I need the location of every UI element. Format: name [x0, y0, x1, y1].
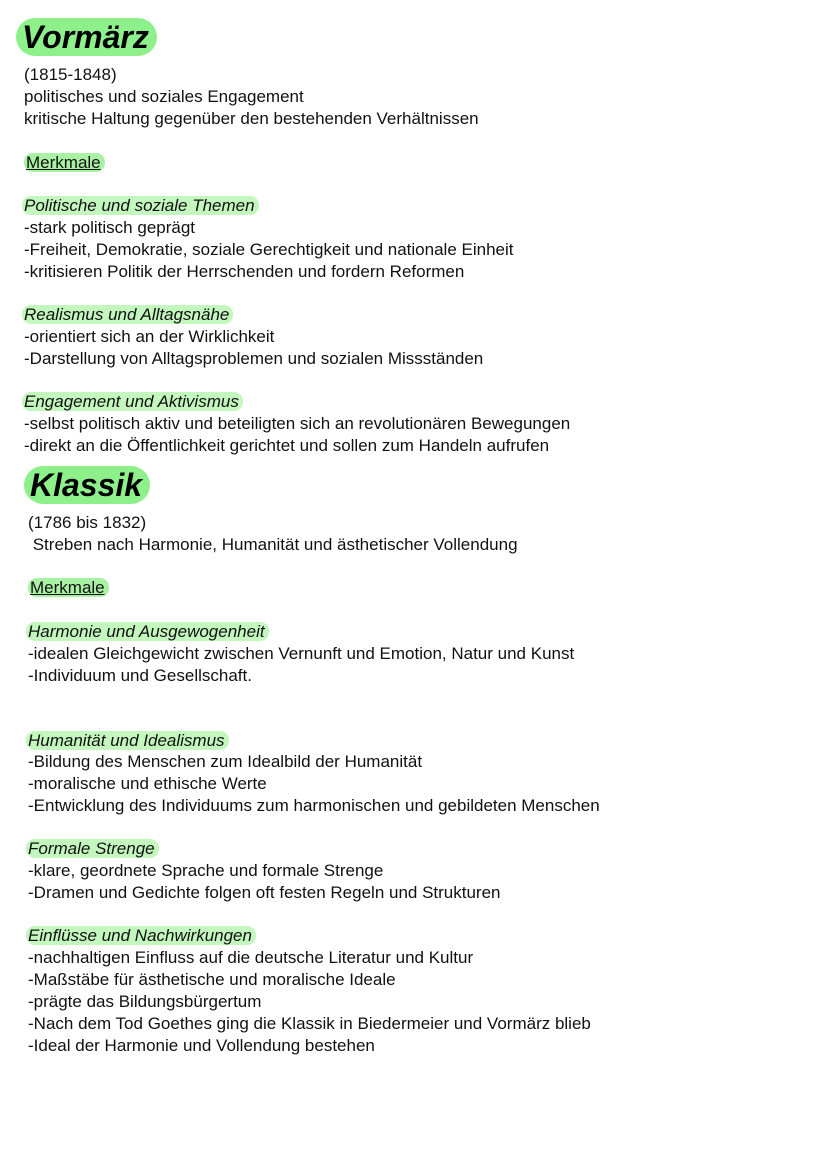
section-heading: Realismus und Alltagsnähe	[22, 305, 233, 324]
section-heading: Harmonie und Ausgewogenheit	[26, 622, 269, 641]
klassik-features-label: Merkmale	[28, 578, 109, 597]
vormaerz-intro-line: kritische Haltung gegenüber den bestehenden Verhältnissen	[24, 109, 479, 128]
list-item: -Darstellung von Alltagsproblemen und sozialen Missständen	[24, 349, 484, 368]
list-item: -Ideal der Harmonie und Vollendung bestehen	[28, 1036, 375, 1055]
klassik-period: (1786 bis 1832)	[28, 513, 147, 532]
klassik-intro-line: Streben nach Harmonie, Humanität und ästhetischer Vollendung	[28, 535, 518, 554]
list-item: -nachhaltigen Einfluss auf die deutsche Literatur und Kultur	[28, 948, 474, 967]
section-heading: Einflüsse und Nachwirkungen	[26, 926, 256, 945]
list-item: -Individuum und Gesellschaft.	[28, 666, 252, 685]
list-item: -moralische und ethische Werte	[28, 774, 267, 793]
list-item: -Entwicklung des Individuums zum harmonischen und gebildeten Menschen	[28, 796, 600, 815]
list-item: -prägte das Bildungsbürgertum	[28, 992, 262, 1011]
list-item: -kritisieren Politik der Herrschenden und fordern Reformen	[24, 262, 465, 281]
vormaerz-intro-line: politisches und soziales Engagement	[24, 87, 304, 106]
vormaerz-title: Vormärz	[16, 18, 157, 56]
vormaerz-period: (1815-1848)	[24, 65, 117, 84]
section-heading: Formale Strenge	[26, 839, 159, 858]
section-heading: Engagement und Aktivismus	[22, 392, 243, 411]
section-heading: Politische und soziale Themen	[22, 196, 259, 215]
list-item: -idealen Gleichgewicht zwischen Vernunft und Emotion, Natur und Kunst	[28, 644, 575, 663]
section-heading: Humanität und Idealismus	[26, 731, 229, 750]
klassik-title: Klassik	[24, 466, 150, 504]
list-item: -selbst politisch aktiv und beteiligten sich an revolutionären Bewegungen	[24, 414, 571, 433]
vormaerz-features-label: Merkmale	[24, 153, 105, 172]
list-item: -Maßstäbe für ästhetische und moralische Ideale	[28, 970, 396, 989]
list-item: -Bildung des Menschen zum Idealbild der Humanität	[28, 752, 423, 771]
list-item: -direkt an die Öffentlichkeit gerichtet und sollen zum Handeln aufrufen	[24, 436, 550, 455]
list-item: -Nach dem Tod Goethes ging die Klassik in Biedermeier und Vormärz blieb	[28, 1014, 591, 1033]
list-item: -stark politisch geprägt	[24, 218, 196, 237]
list-item: -Dramen und Gedichte folgen oft festen Regeln und Strukturen	[28, 883, 501, 902]
list-item: -orientiert sich an der Wirklichkeit	[24, 327, 275, 346]
list-item: -Freiheit, Demokratie, soziale Gerechtigkeit und nationale Einheit	[24, 240, 514, 259]
list-item: -klare, geordnete Sprache und formale Strenge	[28, 861, 384, 880]
